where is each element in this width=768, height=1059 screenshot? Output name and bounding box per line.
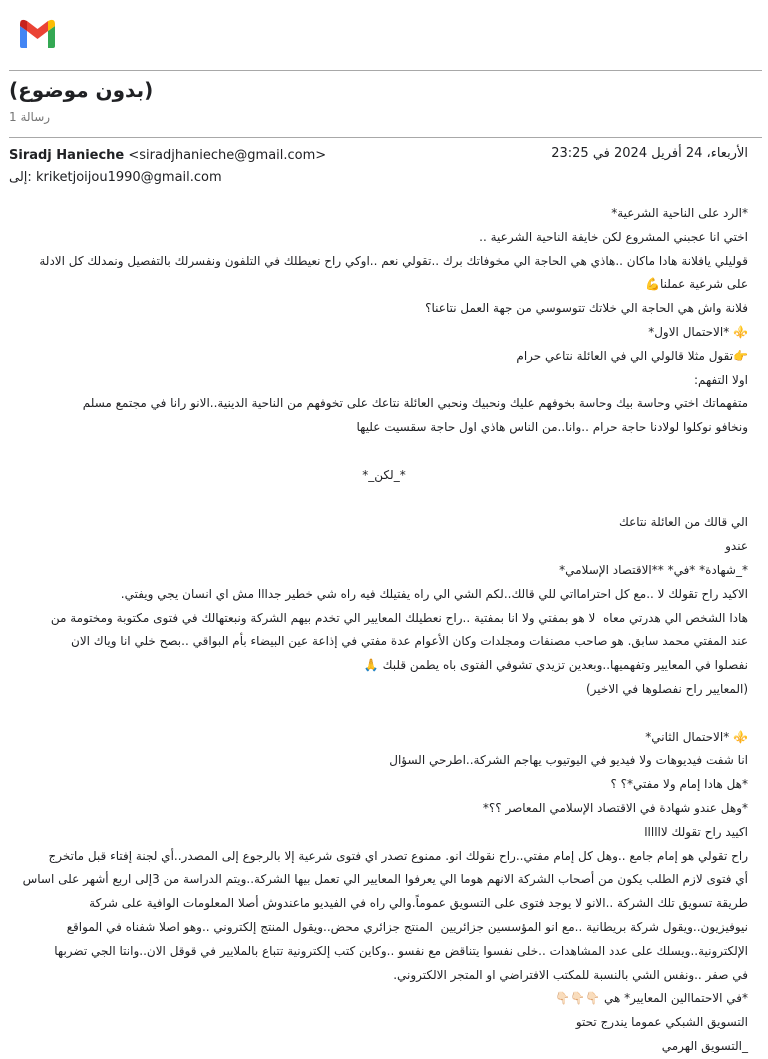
body-line: اختي انا عجبني المشروع لكن خايفة الناحية الشرعية .. bbox=[479, 229, 748, 244]
body-blank-line bbox=[20, 702, 748, 726]
body-line: *_شهادة* *في* **الاقتصاد الإسلامي* bbox=[559, 562, 748, 577]
body-line: على شرعية عملنا💪 bbox=[645, 277, 748, 292]
body-blank-line bbox=[20, 488, 748, 512]
body-line: *وهل عندو شهادة في الاقتصاد الإسلامي المعاصر ؟؟* bbox=[482, 800, 748, 815]
recipient-line bbox=[9, 170, 222, 185]
message-divider bbox=[9, 137, 762, 138]
body-line: اكييد راح تقولك لاااااا bbox=[644, 824, 748, 839]
body-line: أي فتوى لازم الطلب يكون من أصحاب الشركة الانهم هوما الي يعرفوا المعايير الي تعمل بيها الشركة..ويتم الدراسة من 3إلى اربع أشهر على اساس bbox=[22, 872, 748, 887]
sender-line bbox=[9, 148, 326, 163]
body-line: *هل هادا إمام ولا مفتي*؟ ؟ bbox=[610, 777, 748, 792]
body-line: عندو bbox=[725, 539, 748, 554]
body-line: التسويق الشبكي عموما يندرج تحتو bbox=[575, 1015, 748, 1030]
body-line: الإلكترونية..ويسلك على عدد المشاهدات ..خلى نفسوا يتناقض مع نفسو ..وكاين كتب إلكترونية تتباع بالملايير في قوقل الان..وانتا الجي تضربها bbox=[54, 943, 748, 958]
body-line: الي قالك من العائلة نتاعك bbox=[618, 515, 748, 530]
sender-name: Siradj Hanieche bbox=[9, 148, 125, 163]
thread-subject: (بدون موضوع) bbox=[9, 78, 154, 102]
message-body bbox=[20, 202, 748, 1059]
to-label: إلى: bbox=[9, 170, 32, 185]
body-line: انا شفت فيديوهات ولا فيديو في اليوتيوب يهاجم الشركة..اطرحي السؤال bbox=[389, 753, 748, 768]
body-line: _التسويق الهرمي bbox=[661, 1038, 748, 1053]
body-line: راح تقولي هو إمام جامع ..وهل كل إمام مفتي..راح نقولك انو. ممنوع تصدر اي فتوى شرعية إلا بالرجوع إلى المصدر..أي لجنة إفتاء قبل ماتخرج bbox=[48, 848, 748, 863]
body-blank-line bbox=[20, 440, 748, 464]
message-date: الأربعاء، 24 أفريل 2024 في 23:25 bbox=[551, 146, 748, 161]
recipient-email[interactable]: kriketjoijou1990@gmail.com bbox=[35, 170, 222, 185]
body-line: قوليلي يافلانة هادا ماكان ..هاذي هي الحاجة الي مخوفاتك برك ..تقولي نعم ..اوكي راح نعيطلك في التلفون ونفسرلك بالتفصيل ونمدلك كل الادلة bbox=[39, 253, 748, 268]
body-line: (المعايير راح نفصلوها في الاخير) bbox=[586, 681, 748, 696]
body-line: نيوفيزيون..ويقول شركة بريطانية ..مع انو المؤسسين جزائريين المنتج جزائري محض..ويقول المنتج إلكتروني ..وهو اصلا شفناه في المواقع bbox=[66, 919, 748, 934]
body-line: هادا الشخص الي هدرتي معاه لا هو بمفتي ولا انا بمفتية ..راح نعطيلك المعايير الي تخدم بيهم الشركة ونبعتهالك في فتوى مكتوبة ومختومة من bbox=[50, 610, 748, 625]
body-line: *في الاحتماالين المعايير* هي 👇🏻👇🏻👇🏻 bbox=[555, 991, 748, 1006]
sender-email[interactable]: <siradjhanieche@gmail.com> bbox=[128, 148, 327, 163]
body-line: *_لكن_* bbox=[362, 467, 406, 482]
body-line: طريقة تسويق تلك الشركة ..الانو لا يوجد فتوى على التسويق عموماً.والي راه في الفيديو ماعندوش أصلا المعلومات الوافية على شركة bbox=[89, 896, 748, 911]
body-line: 👉تقول مثلا قالولي الي في العائلة نتاعي حرام bbox=[516, 348, 748, 363]
message-count: رسالة 1 bbox=[9, 110, 51, 124]
body-line: نفصلوا في المعايير وتفهميها..وبعدين تزيدي تشوفي الفتوى باه يطمن قلبك 🙏 bbox=[363, 658, 748, 673]
header-divider bbox=[9, 70, 762, 71]
body-line: *الرد على الناحية الشرعية* bbox=[611, 206, 748, 220]
body-line: في صفر ..ونفس الشي بالنسبة للمكتب الافتراضي او المتجر الالكتروني. bbox=[393, 967, 748, 982]
body-line: فلانة واش هي الحاجة الي خلاتك تتوسوسي من جهة العمل نتاعنا؟ bbox=[425, 301, 748, 316]
body-line: ⚜️ *الاحتمال الثاني* bbox=[645, 729, 748, 744]
gmail-logo-icon[interactable] bbox=[17, 18, 58, 49]
body-line: متفهماتك اختي وحاسة بيك وحاسة بخوفهم عليك ونحبيك ونحبي العائلة نتاعك على تخوفهم من الناحية الدينية..الانو رانا في مجتمع مسلم bbox=[82, 396, 748, 411]
body-line: ⚜️ *الاحتمال الاول* bbox=[648, 324, 748, 339]
body-line: عند المفتي محمد سابق. هو صاحب مصنفات ومجلدات وكان الأعوام عدة مفتي في إذاعة عين البيضاء بأم البواقي ..بصح خلي انا وياك الان bbox=[71, 634, 748, 649]
body-line: اولا التفهم: bbox=[693, 372, 748, 387]
body-line: الاكيد راح تقولك لا ..مع كل احترامااتي للي قالك..لكم الشي الي راه يفتيلك فيه راه شي خطير جدااا مش اي انسان يجي ويفتي. bbox=[120, 586, 748, 601]
body-line: ونخافو نوكلوا لولادنا حاجة حرام ..وانا..من الناس هاذي اول حاجة سقسيت عليها bbox=[356, 420, 748, 435]
